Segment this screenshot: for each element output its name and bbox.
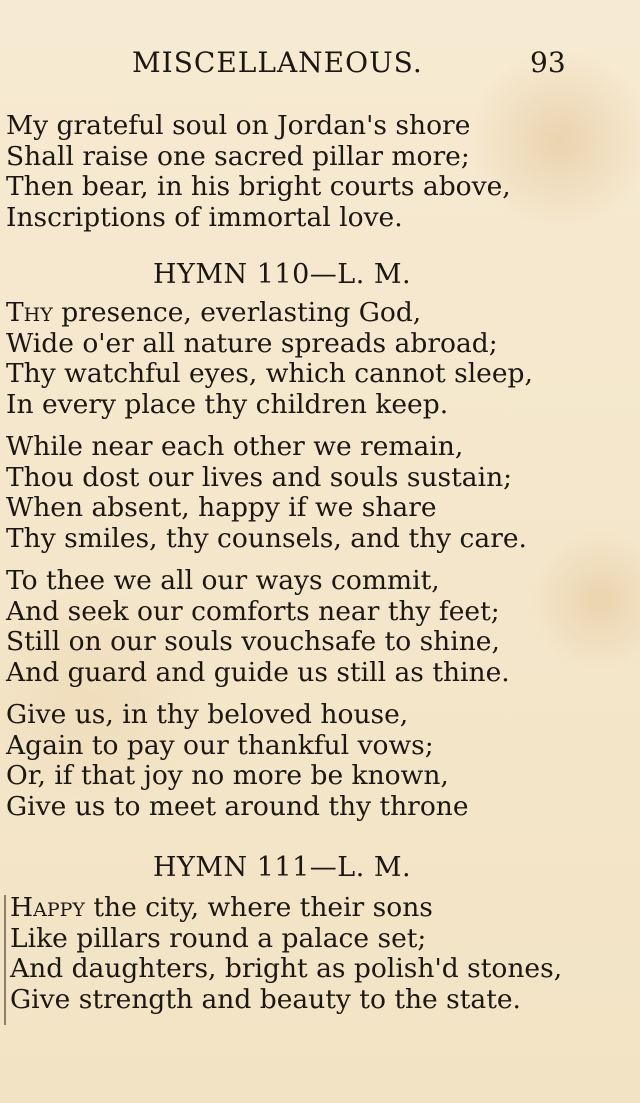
verse-line: Or, if that joy no more be known, <box>6 760 449 791</box>
verse-line: Thou dost our lives and souls sustain; <box>6 461 513 493</box>
page-number: 93 <box>530 46 566 79</box>
verse-line: Thy smiles, thy counsels, and thy care. <box>6 522 527 554</box>
hymn-heading: HYMN 110—L. M. <box>153 259 412 290</box>
page-edge-mark <box>4 895 6 1025</box>
line-rest: the city, where their sons <box>84 892 433 923</box>
verse-line: When absent, happy if we share <box>6 492 437 523</box>
hymn-111 <box>0 853 640 883</box>
stanza <box>0 566 640 688</box>
verse-line: Give us, in thy beloved house, <box>6 699 409 730</box>
verse-line <box>6 298 640 329</box>
running-title: MISCELLANEOUS. <box>132 46 423 79</box>
verse-line: Thy watchful eyes, which cannot sleep, <box>6 358 533 389</box>
verse-line <box>10 893 640 924</box>
verse-line: Still on our souls vouchsafe to shine, <box>6 626 500 657</box>
stanza <box>0 700 640 822</box>
hymn-heading: HYMN 111—L. M. <box>153 852 412 883</box>
verse-line: Give us to meet around thy throne <box>6 790 469 822</box>
hymn-110 <box>0 260 640 290</box>
verse-line: To thee we all our ways commit, <box>6 565 440 596</box>
verse-line: Wide o'er all nature spreads abroad; <box>6 327 498 359</box>
verse-line: And guard and guide us still as thine. <box>6 656 510 688</box>
verse-line: My grateful soul on Jordan's shore <box>6 110 471 141</box>
initial-word: Thy <box>6 297 53 328</box>
line-rest: presence, everlasting God, <box>52 297 422 328</box>
verse-line: Like pillars round a palace set; <box>10 922 427 954</box>
page-header <box>0 46 640 86</box>
verse-line: Give strength and beauty to the state. <box>10 983 521 1015</box>
verse-line: Shall raise one sacred pillar more; <box>6 140 470 172</box>
stanza <box>0 893 640 1015</box>
stanza <box>0 432 640 554</box>
verse-line: While near each other we remain, <box>6 431 464 462</box>
verse-line: And daughters, bright as polish'd stones, <box>10 953 563 984</box>
initial-word: Happy <box>10 892 85 923</box>
verse-line: Inscriptions of immortal love. <box>6 201 403 233</box>
verse-line: And seek our comforts near thy feet; <box>6 595 500 627</box>
hymn-110-body <box>0 298 640 834</box>
verse-line: In every place thy children keep. <box>6 388 449 420</box>
hymn-111-body <box>0 893 640 1027</box>
intro-stanza <box>0 111 640 233</box>
verse-line: Then bear, in his bright courts above, <box>6 171 511 202</box>
stanza <box>0 298 640 420</box>
verse-line: Again to pay our thankful vows; <box>6 729 434 761</box>
